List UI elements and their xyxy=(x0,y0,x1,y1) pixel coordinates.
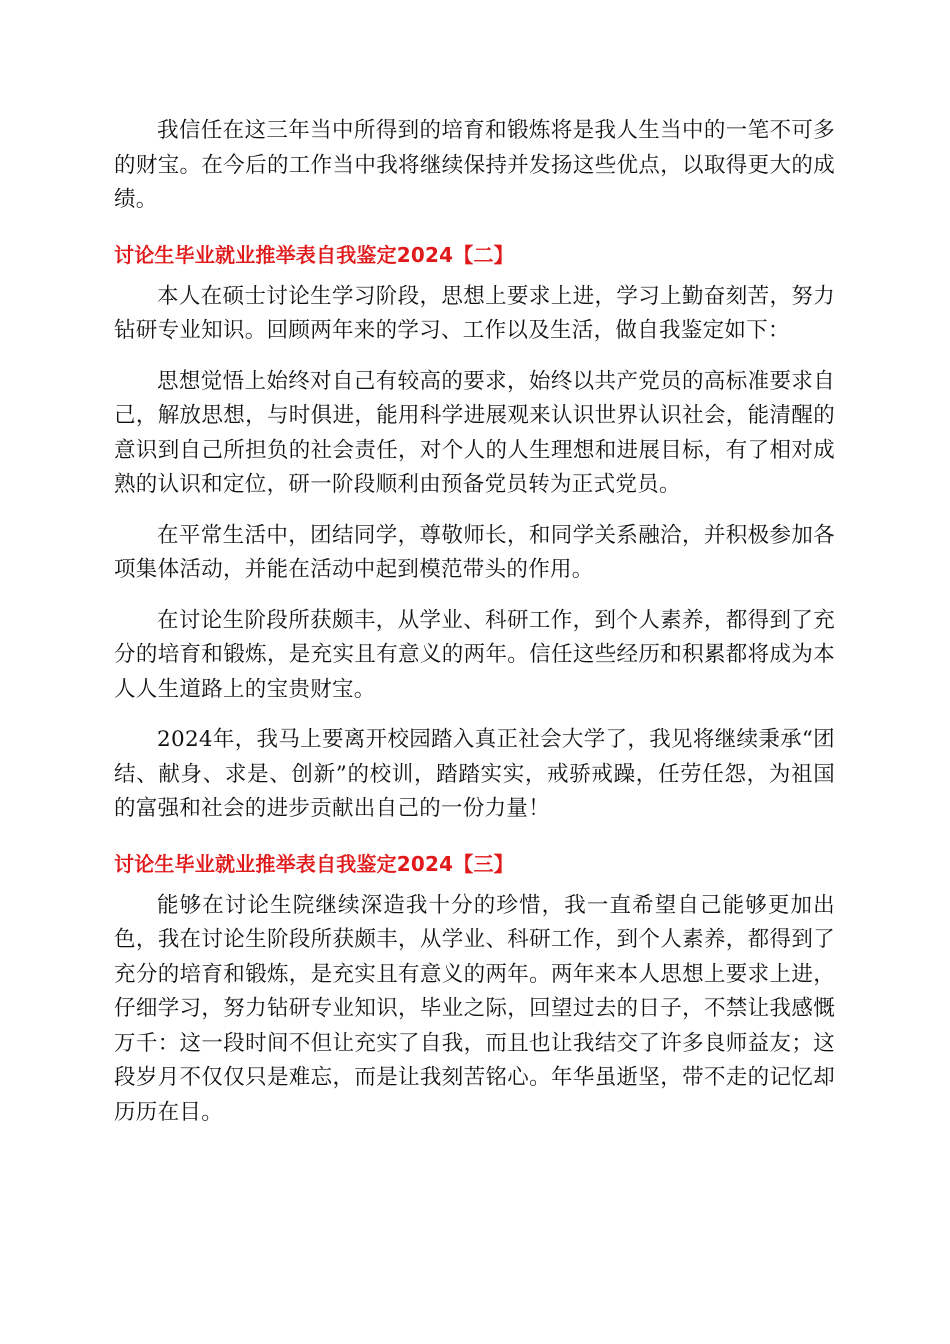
document-page xyxy=(114,114,835,1130)
paragraph: 本人在硕士讨论生学习阶段，思想上要求上进，学习上勤奋刻苦，努力钻研专业知识。回顾两年来的学习、工作以及生活，做自我鉴定如下： xyxy=(114,283,835,343)
paragraph: 思想觉悟上始终对自己有较高的要求，始终以共产党员的高标准要求自己，解放思想，与时俱进，能用科学进展观来认识世界认识社会，能清醒的意识到自己所担负的社会责任，对个人的人生理想和进展目标，有了相对成熟的认识和定位，研一阶段顺利由预备党员转为正式党员。 xyxy=(114,368,835,497)
paragraph: 能够在讨论生院继续深造我十分的珍惜，我一直希望自己能够更加出色，我在讨论生阶段所获颇丰，从学业、科研工作，到个人素养，都得到了充分的培育和锻炼，是充实且有意义的两年。两年来本人思想上要求上进，仔细学习，努力钻研专业知识，毕业之际，回望过去的日子，不禁让我感慨万千：这一段时间不但让充实了自我，而且也让我结交了许多良师益友；这段岁月不仅仅只是难忘，而是让我刻苦铭心。年华虽逝坚，带不走的记忆却历历在目。 xyxy=(114,892,835,1125)
paragraph: 在平常生活中，团结同学，尊敬师长，和同学关系融洽，并积极参加各项集体活动，并能在活动中起到模范带头的作用。 xyxy=(114,522,835,582)
section-heading-two: 讨论生毕业就业推举表自我鉴定2024【二】 xyxy=(114,242,514,267)
section-heading-three: 讨论生毕业就业推举表自我鉴定2024【三】 xyxy=(114,851,514,876)
paragraph: 我信任在这三年当中所得到的培育和锻炼将是我人生当中的一笔不可多的财宝。在今后的工作当中我将继续保持并发扬这些优点，以取得更大的成绩。 xyxy=(114,118,835,212)
paragraph: 在讨论生阶段所获颇丰，从学业、科研工作，到个人素养，都得到了充分的培育和锻炼，是充实且有意义的两年。信任这些经历和积累都将成为本人人生道路上的宝贵财宝。 xyxy=(114,607,835,702)
paragraph: 2024年，我马上要离开校园踏入真正社会大学了，我见将继续秉承“团结、献身、求是、创新”的校训，踏踏实实，戒骄戒躁，任劳任怨，为祖国的富强和社会的进步贡献出自己的一份力量！ xyxy=(114,727,835,821)
